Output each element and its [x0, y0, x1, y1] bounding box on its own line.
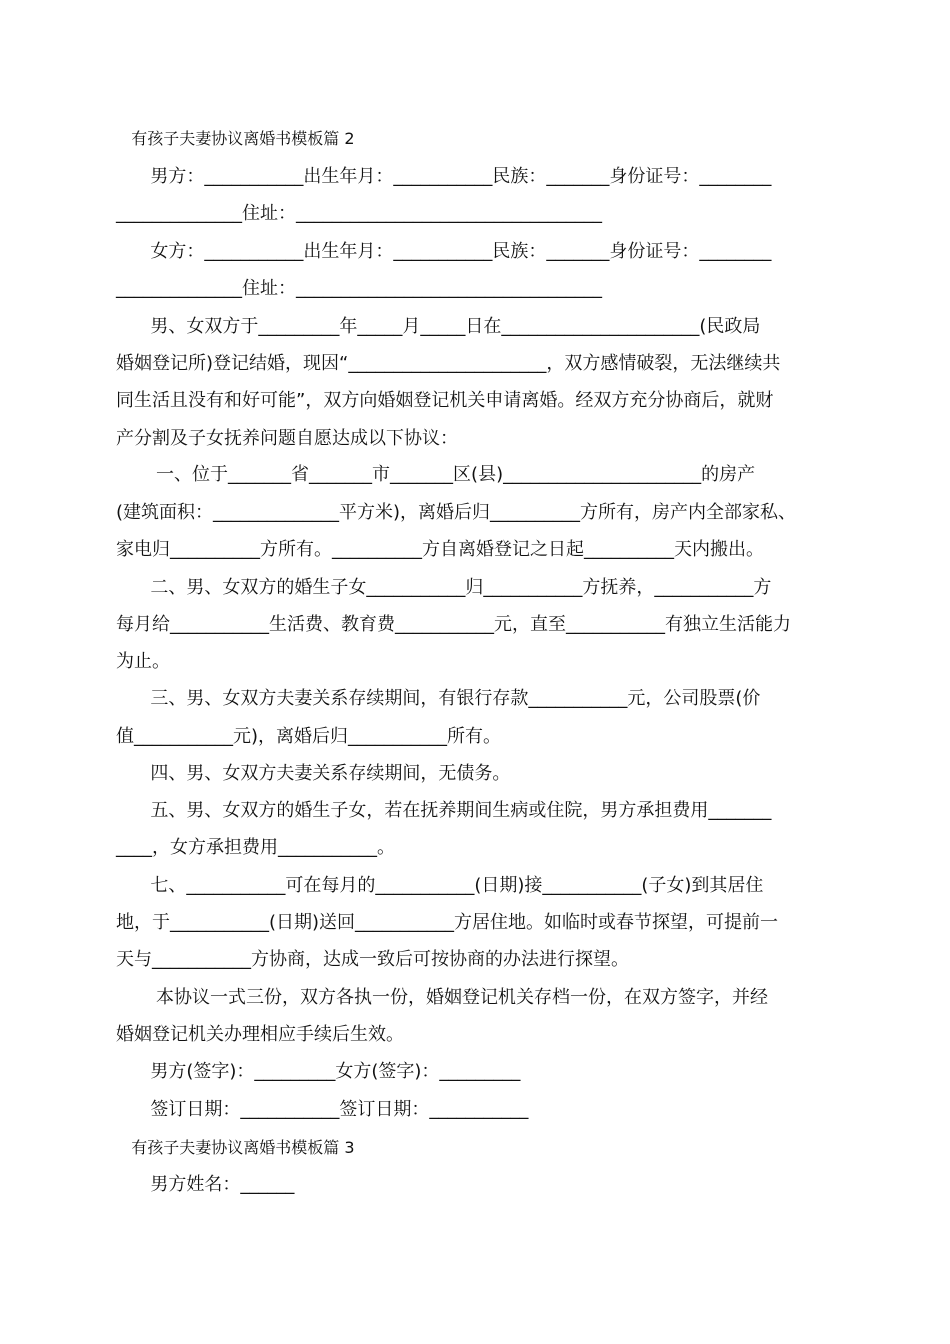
- text-line: 三、男、女双方夫妻关系存续期间，有银行存款___________元，公司股票(价: [116, 688, 761, 709]
- text-line: 为止。: [116, 651, 170, 672]
- signature-line: 男方(签字)：_________女方(签字)：_________: [116, 1061, 521, 1082]
- text-line: 地，于___________(日期)送回___________方居住地。如临时或春节探望，可提前一: [116, 912, 779, 933]
- text-line: 七、___________可在每月的___________(日期)接___________(子女)到其居住: [116, 875, 764, 896]
- text-line: 男方：___________出生年月：___________民族：_______身份证号：________: [116, 166, 772, 187]
- text-line: ____，女方承担费用___________。: [116, 837, 395, 858]
- text-line: 本协议一式三份，双方各执一份，婚姻登记机关存档一份，在双方签字，并经: [116, 987, 769, 1008]
- text-line: 女方：___________出生年月：___________民族：_______身份证号：________: [116, 241, 772, 262]
- text-line: 五、男、女双方的婚生子女，若在抚养期间生病或住院，男方承担费用_______: [116, 800, 772, 821]
- text-line: 婚姻登记机关办理相应手续后生效。: [116, 1024, 404, 1045]
- text-line: 二、男、女双方的婚生子女___________归___________方抚养，___________方: [116, 577, 772, 598]
- text-line: 天与___________方协商，达成一致后可按协商的办法进行探望。: [116, 949, 629, 970]
- text-line: 男、女双方于_________年_____月_____日在______________________(民政局: [116, 316, 761, 337]
- text-line: 产分割及子女抚养问题自愿达成以下协议：: [116, 428, 458, 449]
- date-line: 签订日期：___________签订日期：___________: [116, 1099, 529, 1120]
- text-line: (建筑面积：______________平方米)，离婚后归__________方所有，房产内全部家私、: [116, 502, 797, 523]
- text-line: ______________住址：__________________________________: [116, 278, 602, 299]
- text-line: 婚姻登记所)登记结婚，现因“______________________，双方感情破裂，无法继续共: [116, 353, 781, 374]
- section-title-3: 有孩子夫妻协议离婚书模板篇 3: [116, 1138, 355, 1157]
- text-line: 男方姓名：______: [116, 1174, 295, 1195]
- section-title-2: 有孩子夫妻协议离婚书模板篇 2: [116, 129, 355, 148]
- text-line: 家电归__________方所有。__________方自离婚登记之日起__________天内搬出。: [116, 539, 764, 560]
- text-line: ______________住址：__________________________________: [116, 203, 602, 224]
- text-line: 同生活且没有和好可能”，双方向婚姻登记机关申请离婚。经双方充分协商后，就财: [116, 390, 774, 411]
- text-line: 四、男、女双方夫妻关系存续期间，无债务。: [116, 763, 511, 784]
- text-line: 每月给___________生活费、教育费___________元，直至___________有独立生活能力: [116, 614, 791, 635]
- text-line: 值___________元)，离婚后归___________所有。: [116, 726, 502, 747]
- text-line: 一、位于_______省_______市_______区(县)______________________的房产: [116, 464, 756, 485]
